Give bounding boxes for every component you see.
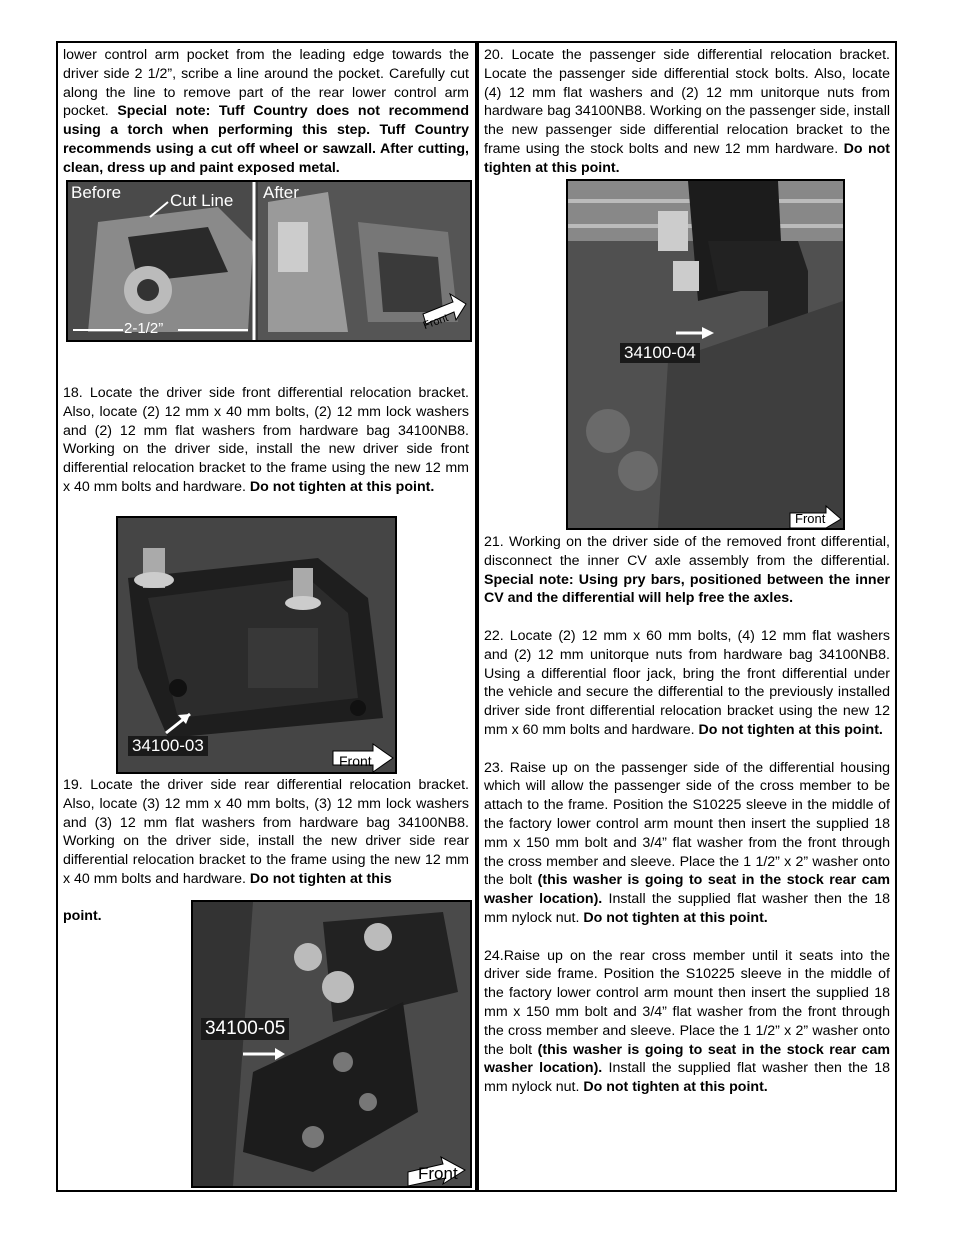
intro-text: lower control arm pocket from the leading edge towards the driver side 2 1/2”, scribe a line around the pocket. Carefully cut along the line to remove part of the rear lower control arm pocket. <box>63 47 469 120</box>
bracket-34100-03-illustration <box>118 518 395 772</box>
bracket-34100-04-illustration <box>568 181 843 528</box>
step-24-text-2: Install the supplied flat washer then the 18 mm nylock nut. <box>484 1060 891 1096</box>
step-24-warning: Do not tighten at this point. <box>583 1079 768 1096</box>
step-21-text: 21. Working on the driver side of the removed front differential, disconnect the inner CV axle assembly from the differential. <box>484 534 890 569</box>
bracket-34100-05-photo <box>191 900 472 1188</box>
step-21-paragraph <box>484 533 890 608</box>
part-number-34100-05: 34100-05 <box>201 1018 289 1040</box>
step-19-warning-cont: point. <box>63 908 102 924</box>
step-21-special-note: Special note: Using pry bars, positioned between the inner CV and the differential will help free the axles. <box>484 571 890 607</box>
bracket-34100-03-photo <box>116 516 397 774</box>
column-divider <box>475 41 479 1192</box>
step-19-text: 19. Locate the driver side rear differential relocation bracket. Also, locate (3) 12 mm x 40 mm bolts, (3) 12 mm lock washers and (3) 12 mm flat washers from hardware bag 34100NB8. Working on the driver side, install the new driver side rear differential relocation bracket to the frame using the new 12 mm x 40 mm bolts and hardware. <box>63 777 469 887</box>
step-24-text: 24.Raise up on the rear cross member until it seats into the driver side frame. Position the S10225 sleeve in the middle of the factory lower control arm mount then insert the supplied 18 mm x 150 mm bolt and 3/4” flat washer from the front through the cross member and sleeve. Place the 1 1/2” x 2” washer onto the bolt <box>484 947 890 1058</box>
step-19-warning: Do not tighten at this <box>249 870 392 887</box>
step-18-warning: Do not tighten at this point. <box>249 478 435 495</box>
step-20-paragraph <box>484 46 890 178</box>
step-20-warning: Do not tighten at this point. <box>484 140 891 176</box>
step-23-text: 23. Raise up on the passenger side of the differential housing which will allow the passenger side of the cross member to be attach to the frame. Position the S10225 sleeve in the middle of the factory lower control arm mount then insert the supplied 18 mm x 150 mm bolt and 3/4” flat washer from the front through the cross member and sleeve. Place the 1 1/2” x 2” washer onto the bolt <box>484 759 890 889</box>
part-number-34100-04: 34100-04 <box>620 343 700 363</box>
part-number-34100-03: 34100-03 <box>128 736 208 756</box>
step-23-text-2: Install the supplied flat washer then the 18 mm nylock nut. <box>484 891 891 926</box>
step-19-block <box>63 776 469 889</box>
measure-label: 2-1/2” <box>124 320 164 337</box>
step-18-paragraph <box>63 384 469 497</box>
before-after-photo <box>66 180 472 342</box>
step-18-text: 18. Locate the driver side front differential relocation bracket. Also, locate (2) 12 mm x 40 mm bolts, (2) 12 mm lock washers and (2) 12 mm flat washers from hardware bag 34100NB8. Working on the driver side, install the new driver side front differential relocation bracket to the frame using the new 12 mm x 40 mm bolts and hardware. <box>63 385 469 495</box>
step-20-block <box>484 46 890 178</box>
left-column <box>63 46 469 178</box>
intro-special-note: Special note: Tuff Country does not recommend using a torch when performing this step. Tuff Country recommends using a cut off wheel or sawzall. After cutting, clean, dress up and paint exposed metal. <box>63 103 469 176</box>
step-22-text: 22. Locate (2) 12 mm x 60 mm bolts, (4) 12 mm flat washers and (2) 12 mm unitorque nuts from hardware bag 34100NB8. Using a differential floor jack, bring the front differential under the vehicle and secure the differential to the previously installed driver side front differential relocation bracket using the new 12 mm x 60 mm bolts and hardware. <box>484 627 890 738</box>
before-after-illustration <box>68 182 470 340</box>
step-24-paragraph <box>484 947 890 1097</box>
step-20-text: 20. Locate the passenger side differential relocation bracket. Locate the passenger side differential stock bolts. Also, locate (4) 12 mm flat washers and (2) 12 mm unitorque nuts from hardware bag 34100NB8. Working on the passenger side, install the new passenger side differential relocation bracket to the frame using the stock bolts and new 12 mm hardware. <box>484 47 890 157</box>
step-22-paragraph <box>484 627 890 740</box>
step-23-note: (this washer is going to seat in the stock rear cam washer location). <box>484 872 890 908</box>
front-label: Front <box>421 311 450 333</box>
front-label-3: Front <box>418 1164 458 1183</box>
step-18-block <box>63 384 469 497</box>
cut-line-label: Cut Line <box>170 191 234 210</box>
bracket-34100-04-photo <box>566 179 845 530</box>
before-label: Before <box>71 183 122 202</box>
intro-paragraph <box>63 46 469 178</box>
front-label-4: Front <box>795 511 826 526</box>
after-label: After <box>263 183 299 202</box>
step-23-paragraph <box>484 759 890 928</box>
step-24-note: (this washer is going to seat in the stock rear cam washer location). <box>484 1041 890 1077</box>
step-23-warning: Do not tighten at this point. <box>583 909 768 926</box>
front-label-2: Front <box>339 753 372 769</box>
step-22-warning: Do not tighten at this point. <box>698 721 883 738</box>
bracket-34100-05-illustration <box>193 902 470 1186</box>
step-19-paragraph <box>63 776 469 889</box>
steps-21-24-block <box>484 533 890 1097</box>
